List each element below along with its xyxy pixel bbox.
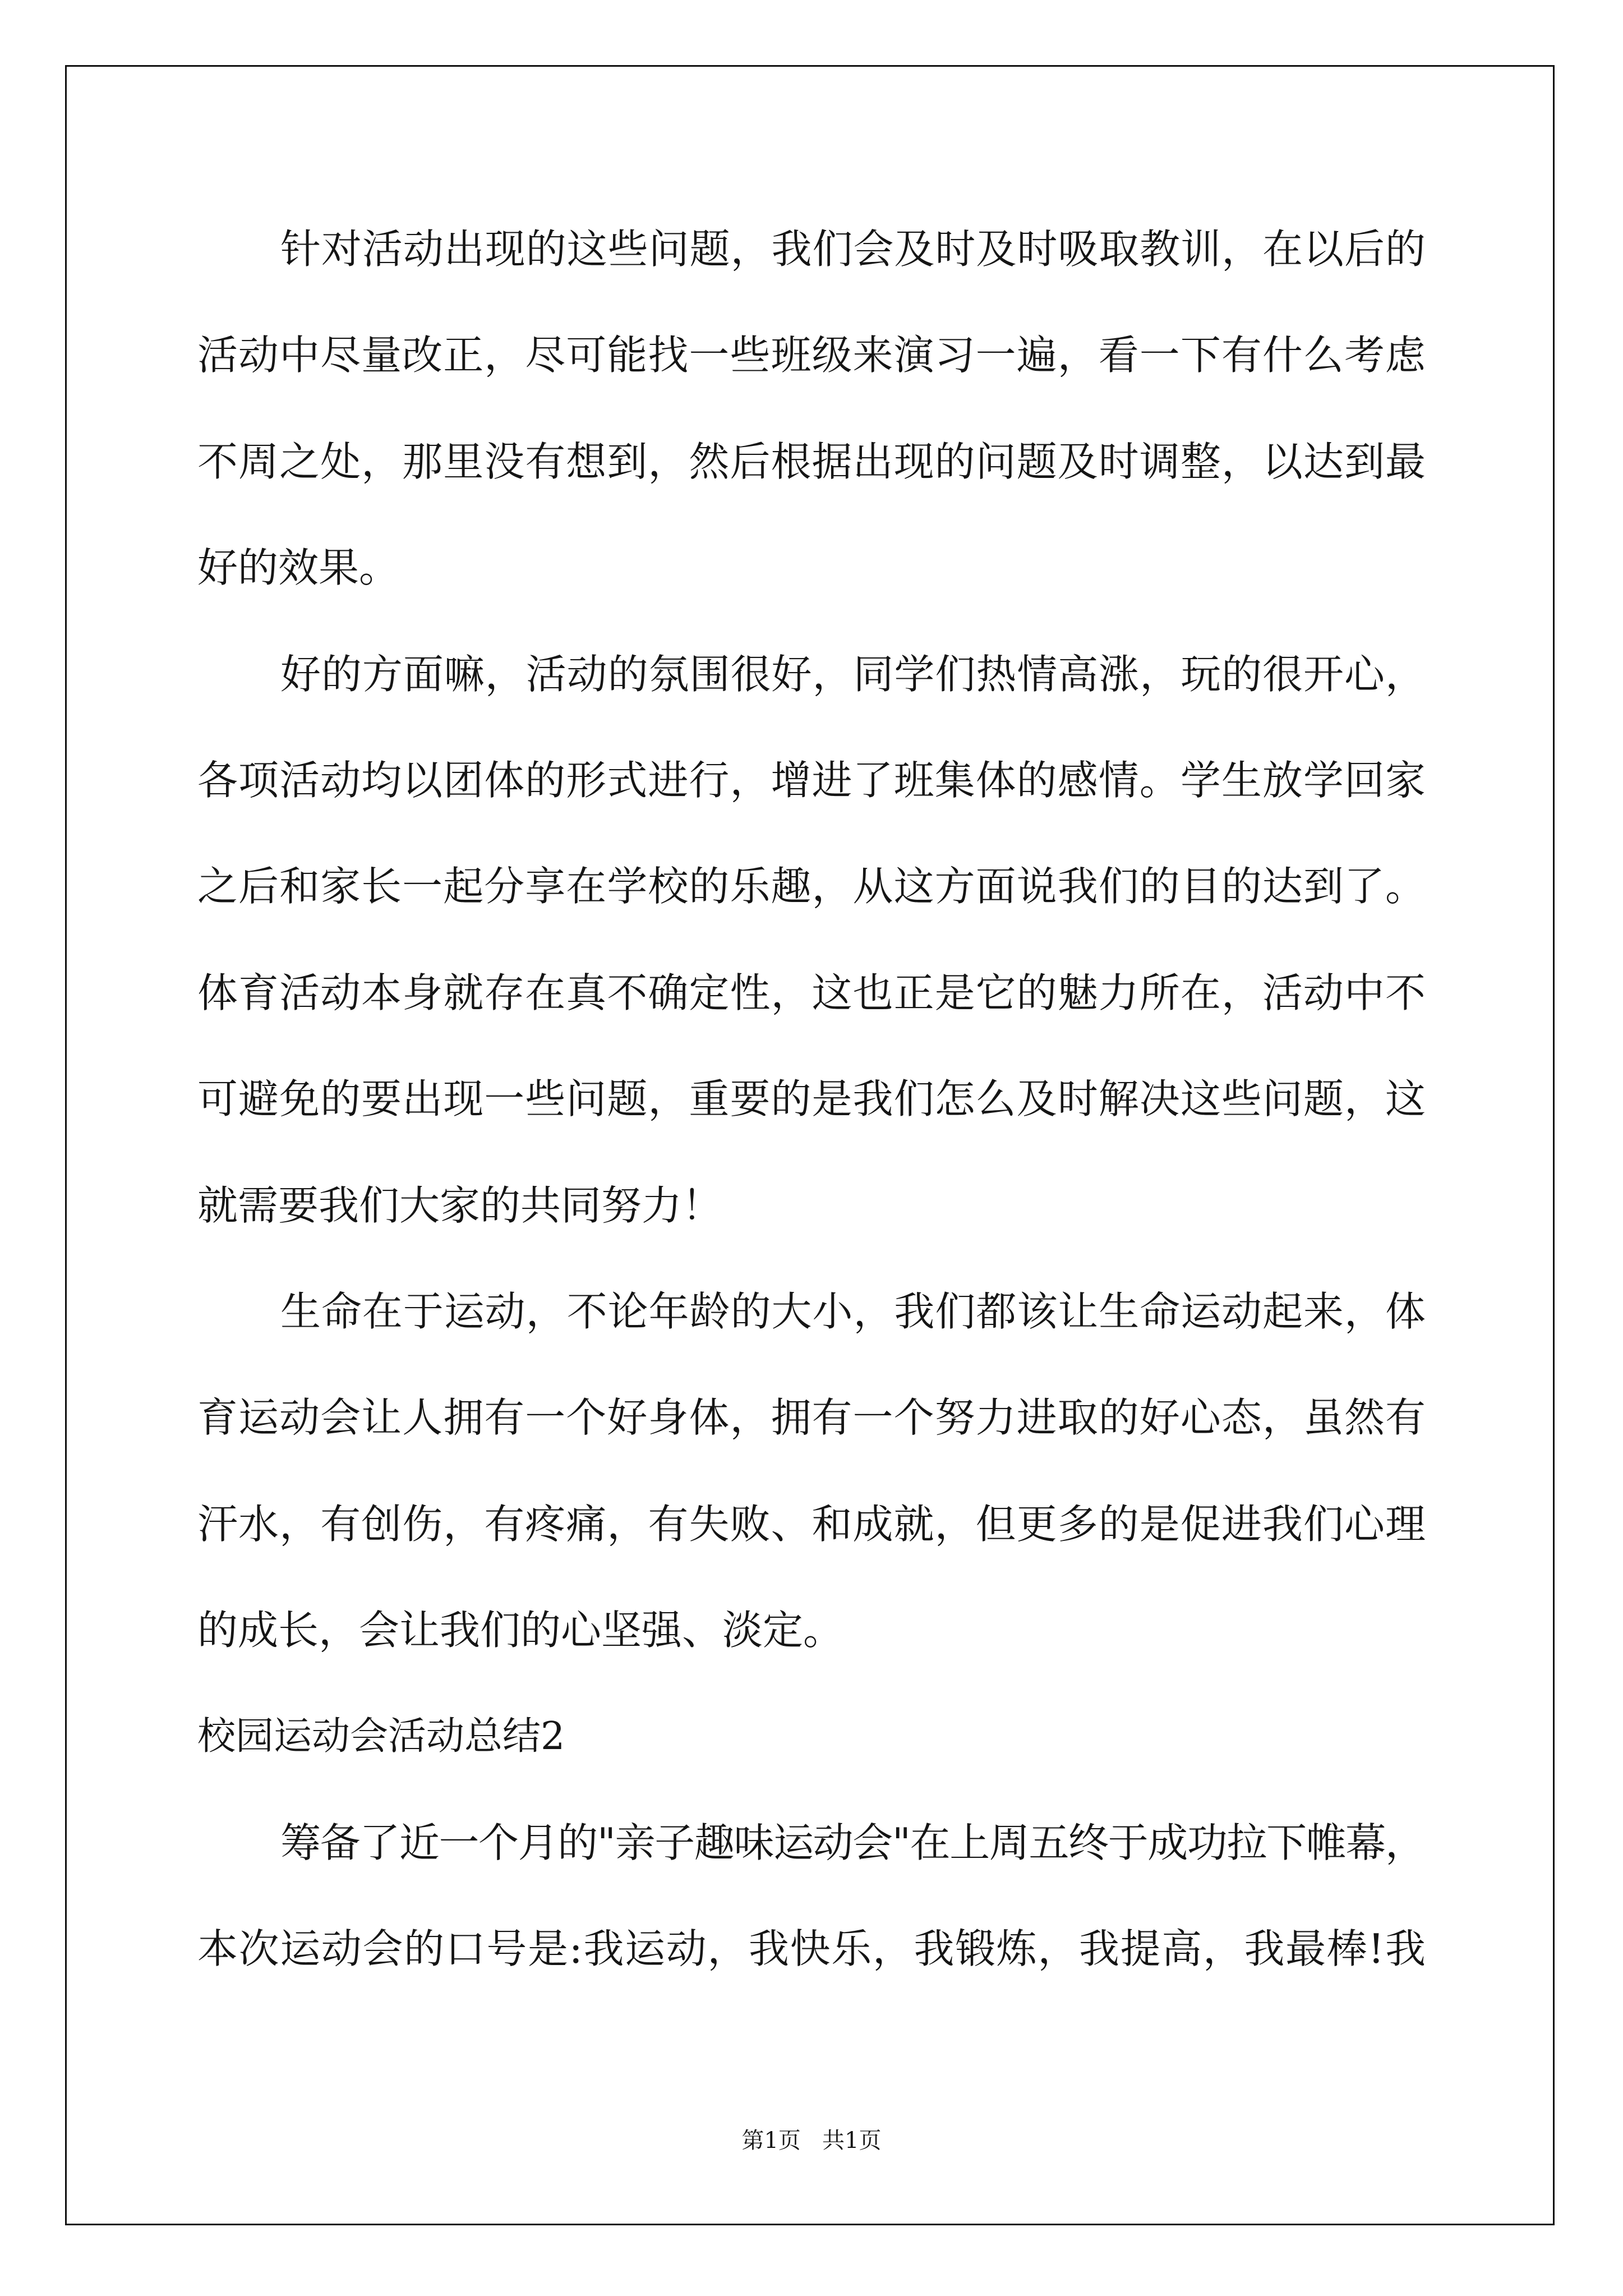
text-line bbox=[197, 1046, 1426, 1152]
section-2 bbox=[197, 1683, 1426, 2002]
text-line-content: 本次运动会的口号是:我运动，我快乐，我锻炼，我提高，我最棒!我 bbox=[197, 1925, 1427, 1973]
text-line-content: 体育活动本身就存在真不确定性，这也正是它的魅力所在，活动中不 bbox=[197, 969, 1427, 1016]
text-line-content: 的成长，会让我们的心坚强、淡定。 bbox=[197, 1607, 844, 1654]
text-line-content: 汗水，有创伤，有疼痛，有失败、和成就，但更多的是促进我们心理 bbox=[197, 1500, 1427, 1548]
text-line-content: 活动中尽量改正，尽可能找一些班级来演习一遍，看一下有什么考虑 bbox=[197, 332, 1427, 379]
text-line-content: 生命在于运动，不论年龄的大小，我们都该让生命运动起来，体 bbox=[280, 1287, 1426, 1335]
text-line bbox=[197, 1153, 1426, 1259]
text-line bbox=[197, 728, 1426, 834]
text-line-content: 可避免的要出现一些问题，重要的是我们怎么及时解决这些问题，这 bbox=[197, 1075, 1427, 1123]
text-line bbox=[197, 622, 1426, 728]
text-line bbox=[197, 1896, 1426, 2002]
section-2-body bbox=[197, 1790, 1426, 2003]
text-line-content: 好的方面嘛，活动的氛围很好，同学们热情高涨，玩的很开心， bbox=[280, 650, 1426, 698]
text-line bbox=[197, 1577, 1426, 1683]
text-line bbox=[197, 1471, 1426, 1577]
paragraph bbox=[197, 1790, 1426, 2003]
text-line bbox=[197, 1365, 1426, 1471]
section-heading bbox=[197, 1683, 1426, 1789]
paragraph bbox=[197, 622, 1426, 1259]
paragraph bbox=[197, 196, 1426, 622]
paragraph bbox=[197, 1259, 1426, 1684]
text-line bbox=[197, 409, 1426, 515]
section-1 bbox=[197, 196, 1426, 1683]
text-line-content: 就需要我们大家的共同努力！ bbox=[197, 1181, 723, 1229]
text-line bbox=[197, 1790, 1426, 1896]
text-line bbox=[197, 302, 1426, 408]
document-body bbox=[197, 196, 1426, 2003]
text-line-content: 之后和家长一起分享在学校的乐趣，从这方面说我们的目的达到了。 bbox=[197, 863, 1427, 910]
text-line bbox=[197, 940, 1426, 1046]
text-line-content: 育运动会让人拥有一个好身体，拥有一个努力进取的好心态，虽然有 bbox=[197, 1394, 1427, 1442]
text-line-content: 不周之处，那里没有想到，然后根据出现的问题及时调整，以达到最 bbox=[197, 438, 1427, 485]
text-line-content: 筹备了近一个月的"亲子趣味运动会"在上周五终于成功拉下帷幕， bbox=[280, 1819, 1425, 1866]
section-heading-text: 校园运动会活动总结2 bbox=[197, 1714, 565, 1759]
text-line bbox=[197, 196, 1426, 302]
text-line-content: 好的效果。 bbox=[197, 544, 400, 592]
text-line bbox=[197, 834, 1426, 940]
text-line bbox=[197, 1259, 1426, 1365]
text-line-content: 各项活动均以团体的形式进行，增进了班集体的感情。学生放学回家 bbox=[197, 756, 1427, 804]
text-line-content: 针对活动出现的这些问题，我们会及时及时吸取教训，在以后的 bbox=[280, 226, 1426, 273]
page-footer: 第1页 共1页 bbox=[741, 2128, 882, 2154]
text-line bbox=[197, 515, 1426, 621]
